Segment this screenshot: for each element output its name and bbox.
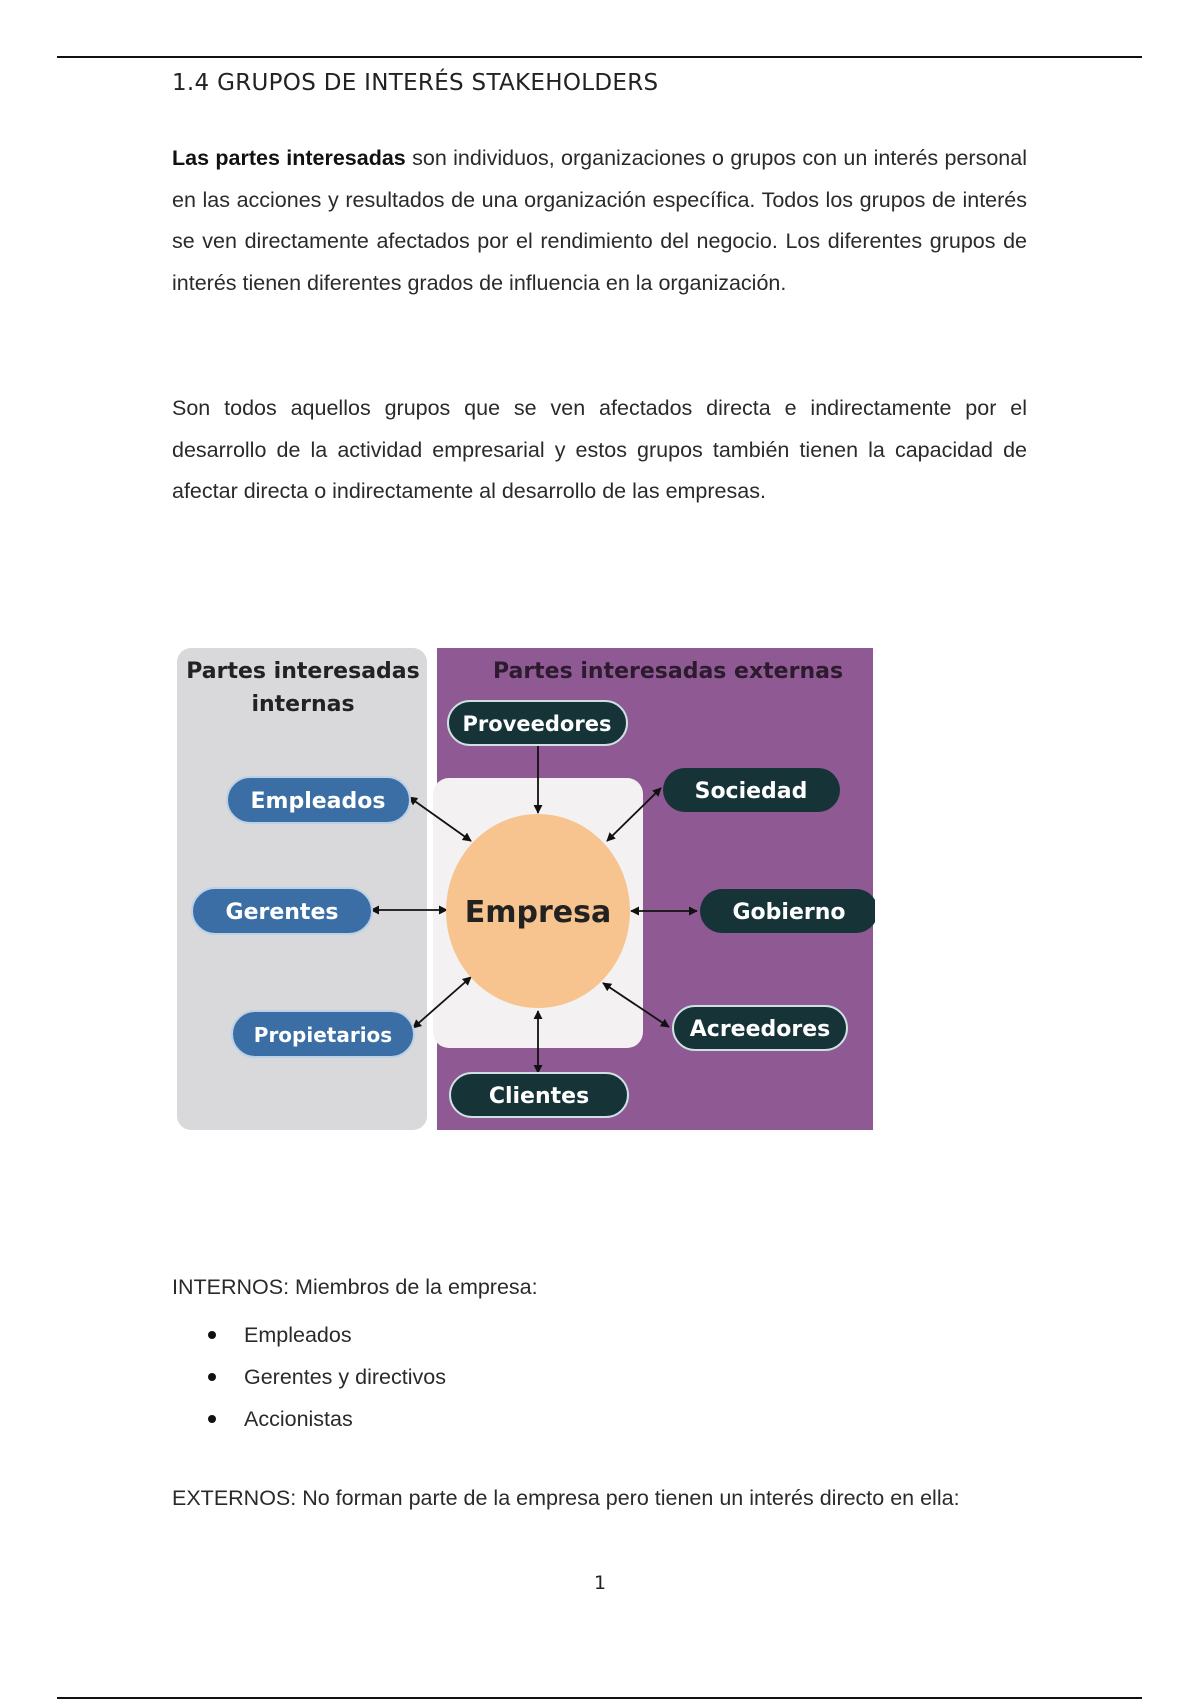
pill-gerentes-label: Gerentes xyxy=(225,900,339,925)
pill-gobierno xyxy=(700,889,875,933)
section-heading: 1.4 GRUPOS DE INTERÉS STAKEHOLDERS xyxy=(172,70,659,96)
pill-acreedores-label: Acreedores xyxy=(689,1017,831,1042)
list-item xyxy=(172,1398,446,1440)
paragraph-description: Son todos aquellos grupos que se ven afectados directa e indirectamente por el desarrollo de la actividad empresarial y estos grupos también tienen la capacidad de afectar directa o indirectamente al desarrollo de las empresas. xyxy=(172,396,1027,503)
list-item-label: Gerentes y directivos xyxy=(244,1365,446,1389)
pill-acreedores xyxy=(673,1006,847,1050)
stakeholders-diagram xyxy=(175,645,875,1133)
page-number: 1 xyxy=(593,1572,607,1594)
internal-title-line1: Partes interesadas xyxy=(186,659,420,684)
pill-clientes xyxy=(450,1073,628,1117)
bullet-icon xyxy=(208,1415,216,1423)
bullet-icon xyxy=(208,1331,216,1339)
internos-title: INTERNOS: Miembros de la empresa: xyxy=(172,1275,538,1299)
pill-proveedores xyxy=(448,701,627,745)
pill-empleados-label: Empleados xyxy=(250,789,386,814)
list-item xyxy=(172,1356,446,1398)
pill-empleados xyxy=(227,777,410,823)
top-rule xyxy=(57,56,1142,58)
pill-propietarios xyxy=(232,1011,414,1057)
internos-list xyxy=(172,1314,446,1440)
bullet-icon xyxy=(208,1373,216,1381)
external-title: Partes interesadas externas xyxy=(492,659,844,684)
pill-propietarios-label: Propietarios xyxy=(253,1023,393,1047)
pill-sociedad xyxy=(663,768,840,812)
empresa-label: Empresa xyxy=(464,895,612,930)
pill-sociedad-label: Sociedad xyxy=(694,779,808,804)
paragraph-externos: EXTERNOS: No forman parte de la empresa pero tienen un interés directo en ella: xyxy=(172,1486,960,1510)
bold-term: Las partes interesadas xyxy=(172,146,406,170)
list-item-label: Empleados xyxy=(244,1323,352,1347)
pill-gerentes xyxy=(192,888,372,934)
internal-title-line2: internas xyxy=(251,692,355,717)
bottom-rule xyxy=(57,1697,1142,1699)
list-item-label: Accionistas xyxy=(244,1407,353,1431)
pill-proveedores-label: Proveedores xyxy=(462,712,612,736)
definition-text: son individuos, organizaciones o grupos con un interés personal en las acciones y resultados de una organización específica. Todos los grupos de interés se ven directamente afectados por el rendimiento del negocio. Los diferentes grupos de interés tienen diferentes grados de influencia en la organización. xyxy=(172,146,1027,295)
pill-clientes-label: Clientes xyxy=(488,1084,590,1109)
pill-gobierno-label: Gobierno xyxy=(732,900,846,925)
list-item xyxy=(172,1314,446,1356)
paragraph-definition xyxy=(172,138,1027,304)
